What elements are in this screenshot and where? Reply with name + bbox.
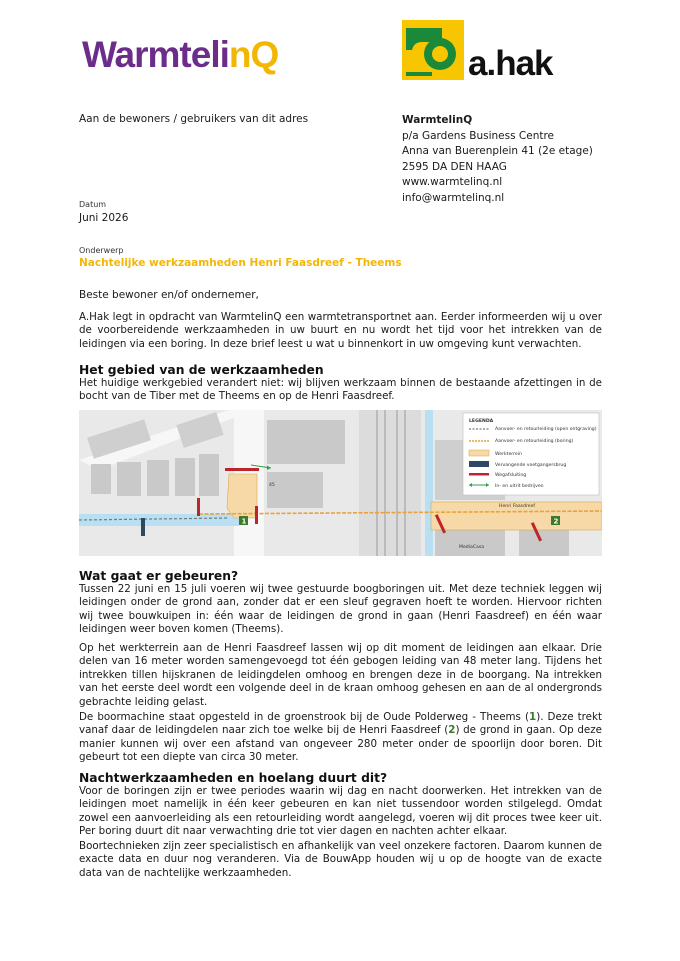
section-title-area: Het gebied van de werkzaamheden [79, 363, 324, 377]
ahak-logo-mark [402, 20, 464, 80]
ahak-logo-icon [402, 20, 464, 80]
what-paragraph-1: Tussen 22 juni en 15 juli voeren wij twee gestuurde boogboringen uit. Met deze techniek leggen wij leidingen onder de grond aan, zonder dat er een sleuf gegraven hoeft te worden. Hiervoor richten wij twee bouwkuipen in: één waar de leidingen de grond in gaan (Henri Faasdreef) en één waar leidingen weer boven komen (Theems). [79, 583, 602, 636]
what-paragraph-3 [79, 711, 602, 765]
sender-line: p/a Gardens Business Centre [402, 129, 555, 142]
legend-item: In- en uitrit bedrijven [495, 484, 544, 489]
map-label-street: Henri Faasdreef [499, 504, 536, 509]
what-paragraph-2: Op het werkterrein aan de Henri Faasdreef lassen wij op dit moment de leidingen aan elkaar. Drie delen van 16 meter worden samengevoegd tot één gebogen leiding van 48 meter lang. Tijdens het intrekken tillen hijskranen de leidingdelen omhoog en brengen deze in de boorgang. Na intrekken van het eerste deel wordt een volgende deel in de kraan omhoog gehesen en aan de al ondergronds gebrachte leiding gelast. [79, 642, 602, 708]
map-marker-2-label: 2 [553, 517, 559, 526]
legend-item: Vervangende voetgangersbrug [495, 463, 567, 468]
work-area-map [79, 410, 602, 556]
intro-paragraph: A.Hak legt in opdracht van WarmtelinQ een warmtetransportnet aan. Eerder informeerden wij u over de voorbereidende werkzaamheden in uw buurt en nu wordt het tijd voor het intrekken van de leidingen via een boring. In deze brief leest u wat u binnenkort in uw omgeving kunt verwachten. [79, 311, 602, 350]
sender-website: www.warmtelinq.nl [402, 176, 503, 188]
map-label-number: 45 [269, 483, 275, 488]
map-legend [463, 413, 599, 495]
legend-item: Wegafsluiting [495, 473, 527, 478]
text-run: De boormachine staat opgesteld in de groenstrook bij de Oude Polderweg - Theems ( [79, 711, 530, 723]
sender-email: info@warmtelinq.nl [402, 191, 505, 204]
legend-item: Aanvoer- en retourleiding (open ontgraving) [495, 427, 597, 432]
ahak-logo-text: a.hak [468, 44, 553, 83]
marker-ref-2: 2 [448, 724, 456, 737]
legend-item: Aanvoer- en retourleiding (boring) [495, 439, 574, 444]
section-title-what: Wat gaat er gebeuren? [79, 569, 239, 583]
marker-ref-1: 1 [529, 711, 537, 723]
salutation: Beste bewoner en/of ondernemer, [79, 289, 259, 301]
section-title-night: Nachtwerkzaamheden en hoelang duurt dit? [79, 771, 388, 785]
sender-line: Anna van Buerenplein 41 (2e etage) [402, 145, 593, 157]
warmtelinq-logo [82, 36, 278, 73]
section-area-text: Het huidige werkgebied verandert niet: wij blijven werkzaam binnen de bestaande afzettingen in de bocht van de Tiber met de Theems en op de Henri Faasdreef. [79, 377, 602, 403]
logo-tail-text: nQ [228, 34, 279, 75]
date-value: Juni 2026 [79, 212, 129, 224]
text-run: ). Deze trekt vanaf daar de leidingdelen naar zich toe welke bij de Henri Faasdreef ( [79, 711, 602, 737]
map-marker-1-label: 1 [241, 517, 247, 526]
sender-line: 2595 DA DEN HAAG [402, 160, 507, 173]
legend-title: LEGENDA [469, 419, 494, 424]
logo-main-text: Warmteli [82, 34, 229, 75]
map-svg [79, 410, 602, 556]
map-label-building: MediaCasa [459, 545, 485, 550]
night-paragraph-1: Voor de boringen zijn er twee periodes waarin wij dag en nacht doorwerken. Het intrekken van de leidingen moet namelijk in één keer gebeuren en kan niet tussendoor worden stilgelegd. Omdat zowel een aanvoerleiding als een retourleiding wordt aangelegd, voeren wij dit proces twee keer uit. Per boring duurt dit naar verwachting drie tot vier dagen en nachten achter elkaar. [79, 785, 602, 838]
recipient: Aan de bewoners / gebruikers van dit adres [79, 113, 309, 125]
night-paragraph-2: Boortechnieken zijn zeer specialistisch en afhankelijk van veel onzekere factoren. Daarom kunnen de exacte data en duur nog veranderen. Via de BouwApp houden wij u op de hoogte van de exacte data van de nachtelijke werkzaamheden. [79, 840, 602, 879]
sender-name: WarmtelinQ [402, 114, 473, 126]
subject-label: Onderwerp [79, 246, 124, 255]
sender-address [402, 113, 593, 206]
subject-value: Nachtelijke werkzaamheden Henri Faasdreef - Theems [79, 257, 402, 269]
date-label: Datum [79, 200, 107, 209]
legend-item: Werkterrein [495, 452, 522, 457]
text-run: ) de grond in gaan. Op deze manier kunnen wij over een afstand van ongeveer 280 meter onder de spoorlijn door boren. Dit gebeurt tot een diepte van circa 30 meter. [79, 724, 602, 764]
